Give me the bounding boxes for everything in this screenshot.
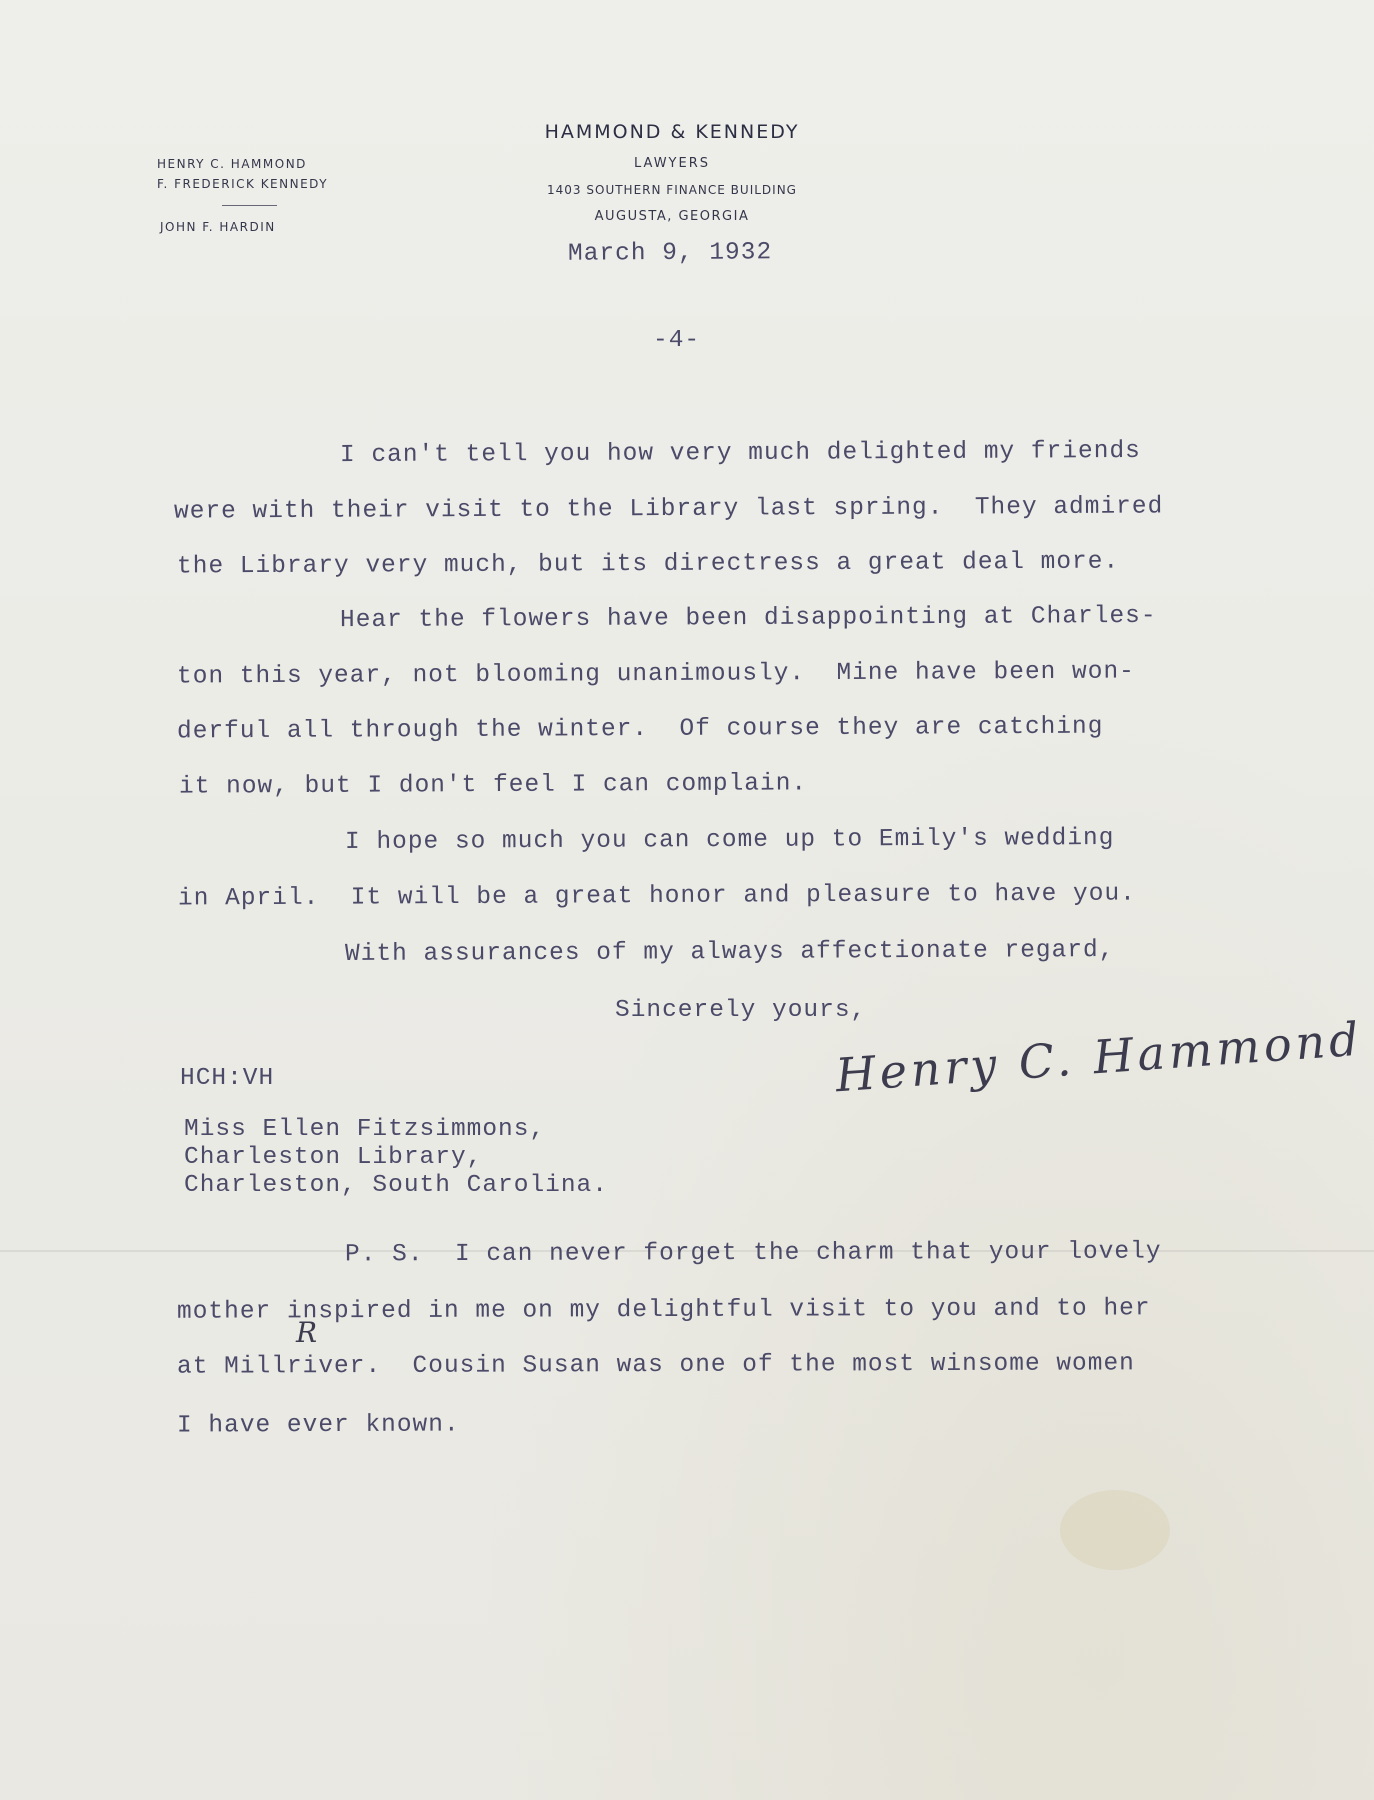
page-number: -4- [653, 327, 701, 354]
handwritten-correction: R [296, 1316, 318, 1349]
recipient-name: Miss Ellen Fitzsimmons, [184, 1116, 546, 1143]
body-line-4: Hear the flowers have been disappointing at Charles- [339, 602, 1157, 635]
letterhead-partner-1: HENRY C. HAMMOND [157, 157, 307, 171]
postscript-line-3: at Millriver. Cousin Susan was one of the most winsome women [176, 1350, 1135, 1381]
letterhead-rule [222, 205, 277, 206]
body-line-6: derful all through the winter. Of course they are catching [176, 713, 1104, 746]
letterhead-profession: LAWYERS [633, 156, 711, 171]
body-line-3: the Library very much, but its directress a great deal more. [176, 548, 1120, 581]
letterhead-partner-2: F. FREDERICK KENNEDY [157, 177, 329, 191]
paper-stain [1060, 1490, 1170, 1570]
body-line-7: it now, but I don't feel I can complain. [178, 770, 808, 801]
letter-date: March 9, 1932 [567, 239, 773, 268]
body-line-10: With assurances of my always affectionate regard, [344, 936, 1115, 969]
recipient-city: Charleston, South Carolina. [184, 1172, 608, 1199]
letterhead-associate: JOHN F. HARDIN [160, 220, 276, 234]
closing: Sincerely yours, [615, 997, 867, 1024]
letterhead-address: 1403 SOUTHERN FINANCE BUILDING [547, 183, 797, 197]
body-line-2: were with their visit to the Library last spring. They admired [173, 493, 1164, 526]
handwritten-signature: Henry C. Hammond [833, 1011, 1365, 1103]
body-line-5: ton this year, not blooming unanimously. Mine have been won- [176, 658, 1135, 691]
letterhead-firm-name: HAMMOND & KENNEDY [544, 121, 800, 143]
recipient-institution: Charleston Library, [184, 1144, 483, 1171]
typist-initials: HCH:VH [180, 1065, 275, 1092]
body-line-9: in April. It will be a great honor and pleasure to have you. [177, 880, 1136, 913]
body-line-1: I can't tell you how very much delighted my friends [339, 437, 1141, 470]
body-line-8: I hope so much you can come up to Emily's wedding [344, 824, 1115, 857]
postscript-line-2: mother inspired in me on my delightful visit to you and to her [176, 1295, 1151, 1326]
postscript-line-1: P. S. I can never forget the charm that your lovely [344, 1238, 1162, 1269]
postscript-line-4: I have ever known. [176, 1411, 460, 1440]
letterhead-city: AUGUSTA, GEORGIA [594, 209, 750, 224]
